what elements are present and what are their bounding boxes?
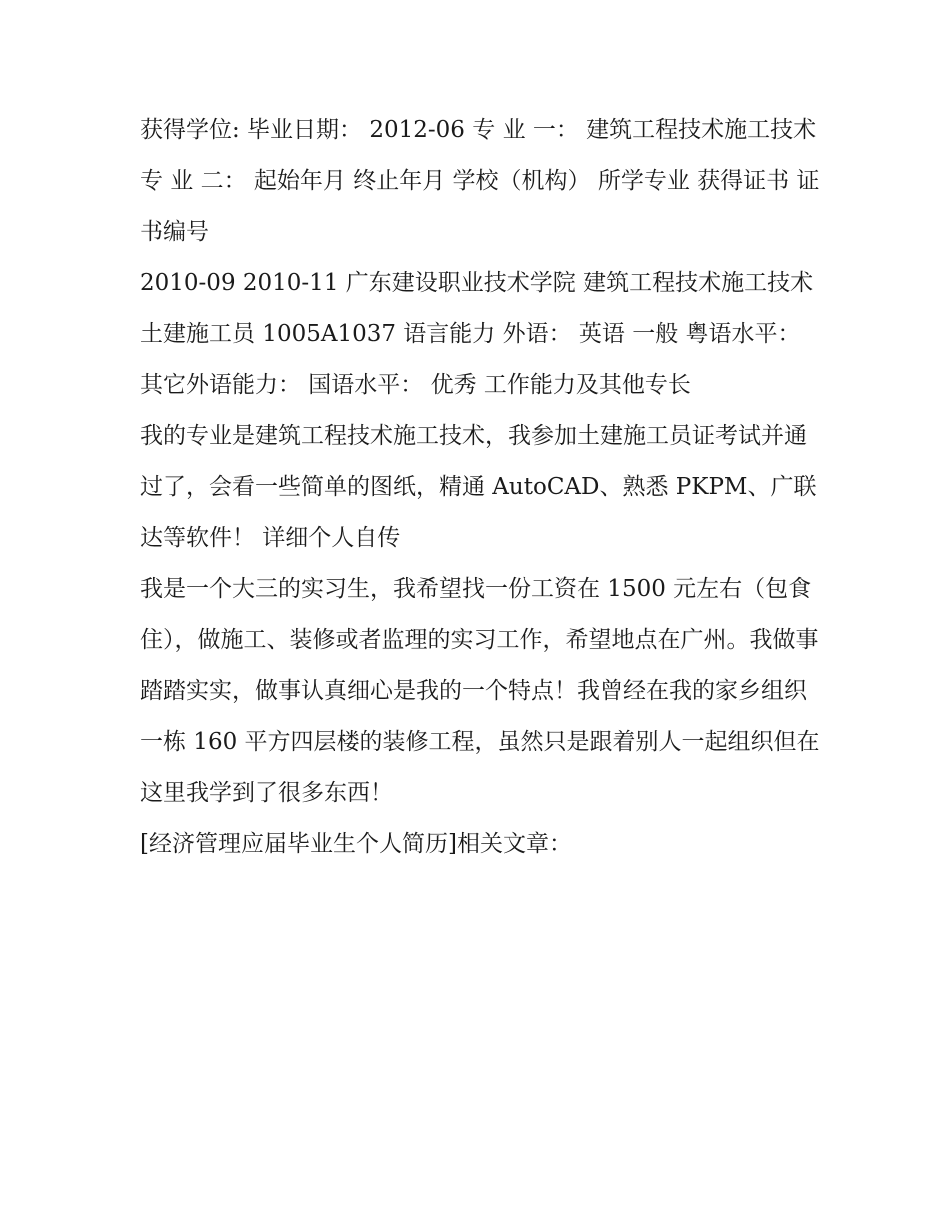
paragraph-education-language: 2010-09 2010-11 广东建设职业技术学院 建筑工程技术施工技术 土建施工员 1005A1037 语言能力 外语： 英语 一般 粤语水平： 其它外语能力： 国语水平： 优秀 工作能力及其他专长 bbox=[140, 270, 814, 398]
paragraph-related-articles: [经济管理应届毕业生个人简历]相关文章： bbox=[140, 831, 572, 857]
paragraph-degree-major: 获得学位: 毕业日期： 2012-06 专 业 一： 建筑工程技术施工技术 专 业 二： 起始年月 终止年月 学校（机构） 所学专业 获得证书 证书编号 bbox=[140, 117, 820, 245]
document-body bbox=[140, 105, 820, 870]
paragraph-self-introduction: 我是一个大三的实习生，我希望找一份工资在 1500 元左右（包食住），做施工、装修或者监理的实习工作，希望地点在广州。我做事踏踏实实，做事认真细心是我的一个特点！我曾经在我的家乡组织一栋 160 平方四层楼的装修工程，虽然只是跟着别人一起组织但在这里我学到了很多东西！ bbox=[140, 576, 820, 806]
paragraph-skills: 我的专业是建筑工程技术施工技术，我参加土建施工员证考试并通过了，会看一些简单的图纸，精通 AutoCAD、熟悉 PKPM、广联达等软件！ 详细个人自传 bbox=[140, 423, 817, 551]
